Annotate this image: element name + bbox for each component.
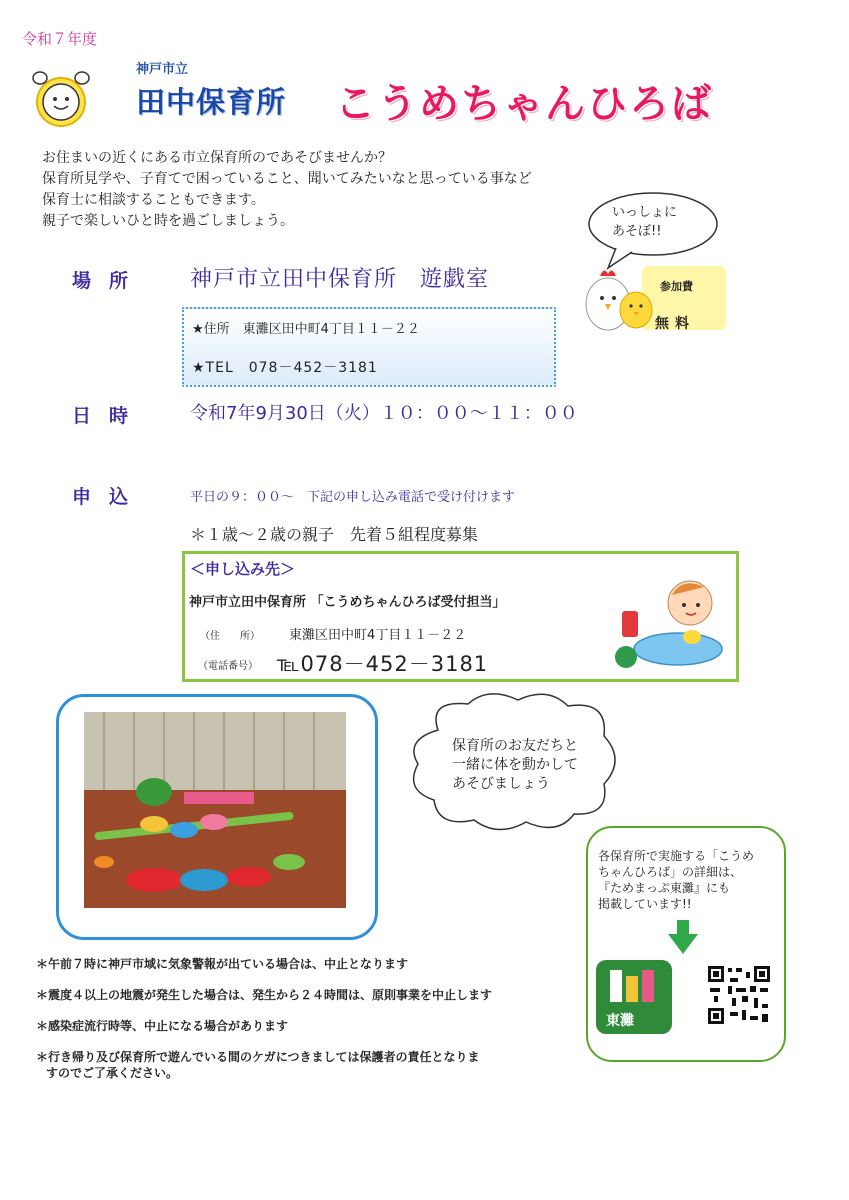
info-line: ちゃんひろば」の詳細は、 (598, 865, 743, 879)
qr-code-icon[interactable] (706, 964, 772, 1026)
application-heading: 申込 (72, 486, 147, 508)
city-label: 神戸市立 (136, 62, 189, 77)
map-info-text (598, 848, 754, 912)
bubble-line: 一緒に体を動かして (452, 757, 578, 773)
bubble-line: 保育所のお友だちと (452, 738, 578, 754)
intro-line: 保育所見学や、子育てで困っていること、聞いてみたいなと思っている事など (42, 171, 532, 187)
sun-mascot-logo-icon (30, 66, 92, 130)
datetime-value: 令和7年9月30日（火）１０：００～１１：００ (190, 403, 578, 424)
bubble-line: いっしょに (612, 205, 678, 220)
event-title: こうめちゃんひろば (335, 81, 713, 127)
baby-bath-illustration (612, 573, 728, 673)
place-address: ★住所 東灘区田中町4丁目１１－２２ (192, 322, 420, 337)
intro-line: 保育士に相談することもできます。 (42, 192, 265, 208)
bubble-line: あそぼ!! (612, 224, 662, 239)
intro-line: お住まいの近くにある市立保育所のであそびませんか？ (42, 150, 392, 166)
fiscal-year: 令和７年度 (22, 30, 98, 48)
place-tel: ★TEL 078－452－3181 (192, 360, 378, 376)
place-heading: 場所 (72, 270, 147, 292)
note-item: ＊感染症流行時等、中止になる場合があります (36, 1019, 289, 1033)
speech-bubble-small-text (612, 203, 677, 241)
contact-title: ＜申し込み先＞ (190, 560, 296, 578)
intro-text (42, 148, 532, 232)
datetime-heading: 日時 (72, 405, 147, 427)
info-line: 各保育所で実施する「こうめ (598, 849, 755, 863)
place-name: 神戸市立田中保育所 遊戯室 (190, 267, 490, 292)
contact-tel-label: （電話番号） (198, 661, 258, 672)
playroom-photo (84, 712, 346, 908)
note-item: ＊午前７時に神戸市域に気象警報が出ている場合は、中止となります (36, 957, 409, 971)
note-item: ＊行き帰り及び保育所で遊んでいる間のケガにつきましては保護者の責任となりま (36, 1050, 480, 1064)
app-icon-graphic (596, 960, 672, 1008)
application-note: 平日の９：００～ 下記の申し込み電話で受け付けます (190, 490, 516, 505)
fee-value: 無料 (655, 316, 695, 332)
note-item: ＊震度４以上の地震が発生した場合は、発生から２４時間は、原則事業を中止します (36, 988, 493, 1002)
info-line: 掲載しています!! (598, 897, 692, 911)
note-item: すのでご了承ください。 (46, 1066, 179, 1080)
chicken-badge (578, 260, 730, 336)
fee-label: 参加費 (660, 280, 693, 293)
speech-bubble-large-text (452, 737, 578, 794)
app-icon-label: 東灘 (606, 1013, 634, 1029)
contact-address-label: （住 所） (200, 631, 260, 642)
contact-tel: ℡078－452－3181 (277, 652, 489, 676)
nursery-name: 田中保育所 (136, 85, 287, 119)
arrow-down-icon (668, 920, 698, 954)
bubble-line: あそびましょう (452, 776, 550, 792)
info-line: 『ためまっぷ東灘』にも (598, 881, 731, 895)
intro-line: 親子で楽しいひと時を過ごしましょう。 (42, 213, 294, 229)
application-target: ＊１歳～２歳の親子 先着５組程度募集 (190, 525, 479, 544)
contact-address: 東灘区田中町4丁目１１－２２ (289, 628, 467, 643)
contact-name: 神戸市立田中保育所 「こうめちゃんひろば受付担当」 (189, 595, 506, 610)
